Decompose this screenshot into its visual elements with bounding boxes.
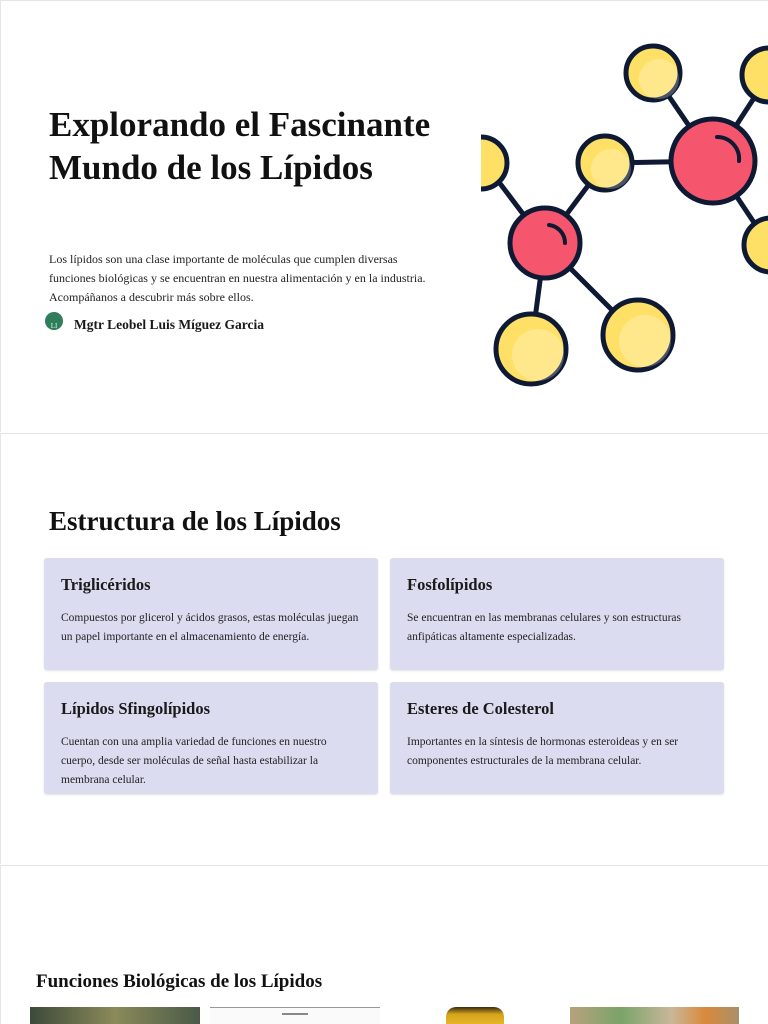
atom-yellow-right <box>744 218 768 272</box>
card-title: Triglicéridos <box>61 575 151 594</box>
card-text: Compuestos por glicerol y ácidos grasos, estas moléculas juegan un papel importante en el almacenamiento de energía. <box>61 612 359 643</box>
molecule-icon <box>481 1 768 432</box>
title-line-1: Explorando el Fascinante <box>49 105 431 144</box>
functions-slide <box>0 865 768 1024</box>
page-title <box>49 103 449 189</box>
card-text: Se encuentran en las membranas celulares y son estructuras anfipáticas altamente especializadas. <box>407 612 681 643</box>
title-line-2: Mundo de los Lípidos <box>49 148 373 187</box>
author-row <box>45 314 264 336</box>
atom-yellow-left <box>481 137 507 189</box>
food-photo <box>570 1007 739 1024</box>
avatar-initial: LI <box>50 321 58 330</box>
atom-pink-large <box>671 119 755 203</box>
card-trigliceridos <box>44 558 378 670</box>
section-title: Estructura de los Lípidos <box>49 506 341 536</box>
section-title: Funciones Biológicas de los Lípidos <box>36 971 323 992</box>
card-title: Fosfolípidos <box>407 575 493 594</box>
atom-pink-small <box>510 208 580 278</box>
author-name: Mgtr Leobel Luis Míguez Garcia <box>74 317 264 332</box>
card-title: Lípidos Sfingolípidos <box>61 699 211 718</box>
membrane-diagram <box>210 1007 380 1024</box>
oil-bottle-photo <box>446 1007 504 1024</box>
card-colesterol <box>390 682 724 794</box>
structure-slide <box>0 433 768 864</box>
avatar <box>45 312 63 330</box>
brain-photo <box>30 1007 200 1024</box>
card-title: Esteres de Colesterol <box>407 699 554 718</box>
card-fosfolipidos <box>390 558 724 670</box>
atom-yellow-top-right <box>742 48 768 102</box>
card-text: Cuentan con una amplia variedad de funciones en nuestro cuerpo, desde ser moléculas de señal hasta estabilizar la membrana celular. <box>61 736 327 786</box>
intro-paragraph: Los lípidos son una clase importante de moléculas que cumplen diversas funciones biológicas y se encuentran en nuestra alimentación y en la industria. Acompáñanos a descubrir más sobre ellos. <box>49 252 426 304</box>
card-sfingolipidos <box>44 682 378 794</box>
title-slide <box>0 0 768 432</box>
card-text: Importantes en la síntesis de hormonas esteroideas y en ser componentes estructurales de la membrana celular. <box>407 736 679 767</box>
